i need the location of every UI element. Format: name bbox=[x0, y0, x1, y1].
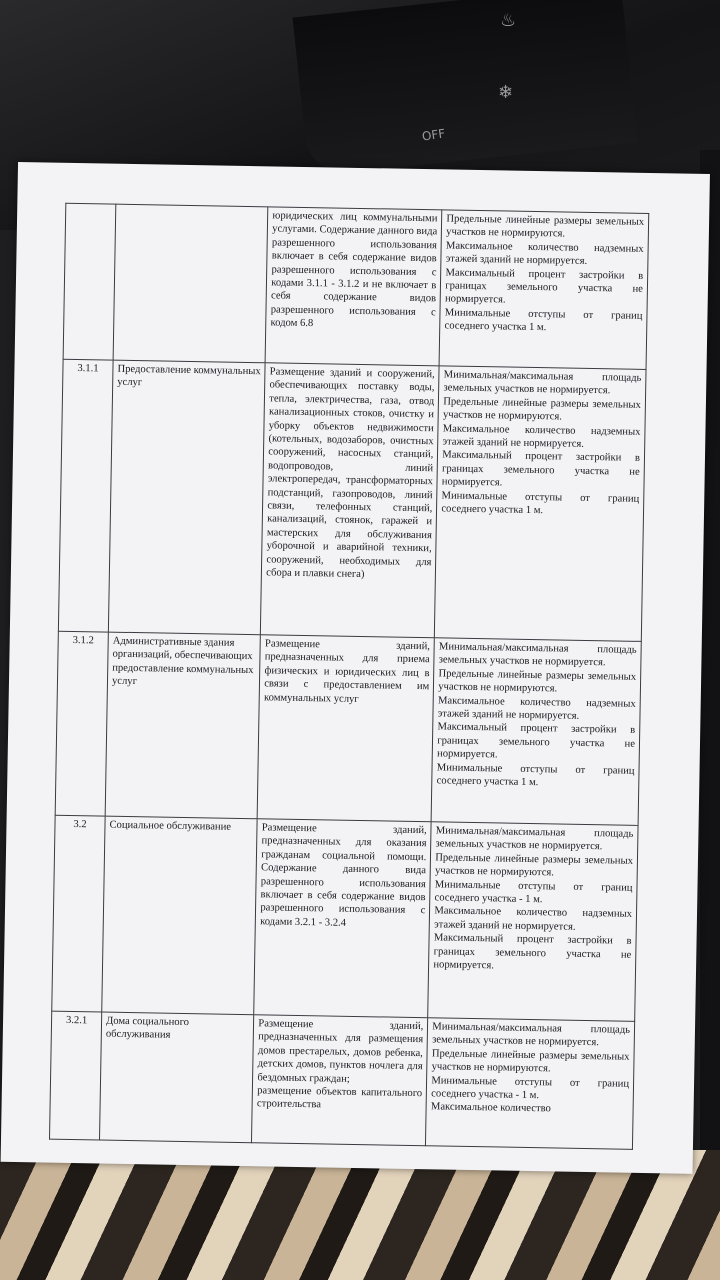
row-params bbox=[426, 1018, 635, 1150]
row-name bbox=[113, 204, 268, 363]
row-name: Предоставление коммунальных услуг bbox=[108, 360, 265, 635]
table-row bbox=[58, 359, 646, 641]
param-line: Минимальная/максимальная площадь земельных участков не нормируется. bbox=[435, 825, 634, 853]
param-line: Минимальная/максимальная площадь земельных участков не нормируется. bbox=[438, 641, 637, 669]
param-line: Минимальная/максимальная площадь земельных участков не нормируется. bbox=[443, 369, 642, 397]
row-code bbox=[63, 203, 116, 360]
param-line: Максимальный процент застройки в границах земельного участка не нормируется. bbox=[436, 721, 636, 761]
fan-icon: ❄ bbox=[498, 82, 514, 103]
row-params bbox=[435, 366, 646, 642]
row-description bbox=[252, 1015, 428, 1146]
param-line: Максимальное количество надземных этажей зданий не нормируется. bbox=[434, 905, 633, 933]
row-name: Дома социального обслуживания bbox=[100, 1012, 254, 1143]
row-code: 3.1.1 bbox=[58, 359, 113, 632]
param-line: Максимальное количество bbox=[430, 1101, 551, 1115]
param-line: Минимальная/максимальная площадь земельных участков не нормируется. bbox=[432, 1021, 631, 1049]
row-code: 3.2.1 bbox=[50, 1011, 102, 1140]
param-line: Максимальный процент застройки в границах земельного участка не нормируется. bbox=[433, 932, 632, 972]
param-line: Максимальное количество надземных этажей зданий не нормируется. bbox=[442, 423, 641, 450]
row-code: 3.1.2 bbox=[55, 631, 108, 816]
description-line: размещение объектов капитального строительства bbox=[256, 1085, 423, 1111]
row-params bbox=[431, 638, 641, 826]
table-row bbox=[52, 815, 638, 1021]
row-description: Размещение зданий, предназначенных для приема физических и юридических лиц в связи с предоставлением им коммунальных услуг bbox=[257, 635, 434, 822]
param-line: Максимальный процент застройки в границах земельного участка не нормируется. bbox=[441, 449, 641, 489]
seat-heat-icon: ♨ bbox=[500, 10, 517, 31]
param-line: Минимальные отступы от границ соседнего участка 1 м. bbox=[436, 762, 635, 789]
row-params bbox=[428, 822, 638, 1022]
param-line: Предельные линейные размеры земельных участков не нормируются. bbox=[431, 1048, 630, 1075]
off-label: OFF bbox=[421, 126, 447, 144]
param-line: Предельные линейные размеры земельных участков не нормируются. bbox=[446, 213, 645, 240]
param-line: Предельные линейные размеры земельных участков не нормируются. bbox=[438, 668, 637, 695]
param-line: Максимальное количество надземных этажей зданий не нормируется. bbox=[437, 694, 636, 722]
row-params bbox=[439, 210, 648, 370]
param-line: Предельные линейные размеры земельных участков не нормируются. bbox=[442, 396, 641, 423]
param-line: Минимальные отступы от границ соседнего участка - 1 м. bbox=[434, 878, 633, 906]
table-row bbox=[55, 631, 641, 825]
table-row bbox=[63, 203, 649, 369]
param-line: Максимальное количество надземных этажей зданий не нормируется. bbox=[445, 240, 644, 268]
row-name: Социальное обслуживание bbox=[102, 816, 258, 1015]
row-description: Размещение зданий, предназначенных для оказания гражданам социальной помощи. Содержание данного вида разрешенного использования включает в себя содержание видов разрешенного использования с кодами 3.2.1 - 3.2.4 bbox=[254, 819, 431, 1018]
param-line: Минимальные отступы от границ соседнего участка 1 м. bbox=[444, 307, 643, 334]
param-line: Минимальные отступы от границ соседнего участка 1 м. bbox=[441, 490, 640, 517]
row-name: Административные здания организаций, обеспечивающих предоставление коммунальных услуг bbox=[105, 632, 260, 819]
document-page bbox=[1, 162, 710, 1174]
param-line: Максимальный процент застройки в границах земельного участка не нормируется. bbox=[444, 267, 644, 306]
row-code: 3.2 bbox=[52, 815, 105, 1012]
zoning-table bbox=[49, 203, 649, 1150]
row-description: юридических лиц коммунальными услугами. Содержание данного вида разрешенного использования включает в себя содержание видов разрешенного использования с кодами 3.1.1 - 3.1.2 и не включает в себя содержание видов разрешенного использования с кодом 6.8 bbox=[265, 207, 442, 366]
row-description: Размещение зданий и сооружений, обеспечивающих поставку воды, тепла, электричества, газа, отвод канализационных стоков, очистку и уборку объектов недвижимости (котельных, водозаборов, очистных сооружений, насосных станций, водопроводов, линий электропередач, трансформаторных подстанций, газопроводов, линий связи, телефонных станций, канализаций, стоянок, гаражей и мастерских для обслуживания уборочной и аварийной техники, сооружений, необходимых для сбора и плавки снега) bbox=[261, 363, 440, 638]
param-line: Минимальные отступы от границ соседнего участка - 1 м. bbox=[431, 1074, 630, 1102]
table-row bbox=[50, 1011, 635, 1149]
param-line: Предельные линейные размеры земельных участков не нормируются. bbox=[434, 852, 634, 879]
description-line: Размещение зданий, предназначенных для размещения домов престарелых, домов ребенка, детских домов, пунктов ночлега для бездомных граждан; bbox=[257, 1018, 424, 1085]
